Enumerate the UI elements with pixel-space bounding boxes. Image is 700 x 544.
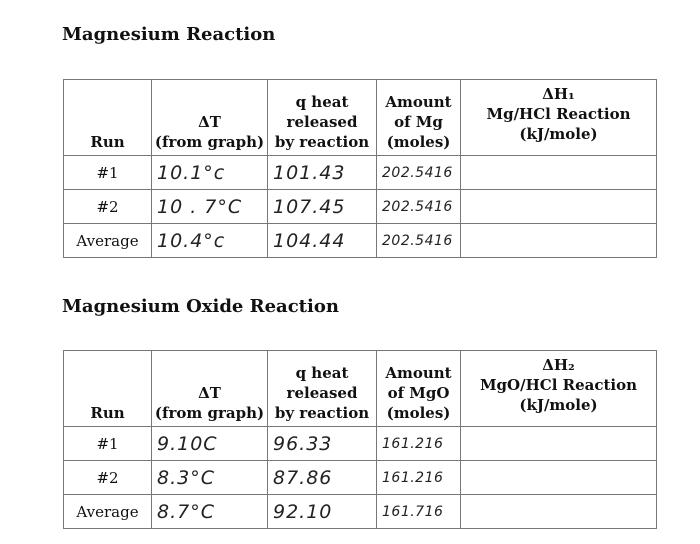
delta-h-cell[interactable] — [461, 224, 657, 258]
amount-value: 161.716 — [377, 495, 461, 529]
header-delta-h: ΔH₂ MgO/HCl Reaction (kJ/mole) — [461, 351, 657, 427]
header-amount: Amount of Mg (moles) — [377, 80, 461, 156]
delta-t-value: 8.7°C — [152, 495, 268, 529]
run-label: Average — [64, 224, 152, 258]
magnesium-reaction-title: Magnesium Reaction — [62, 24, 276, 45]
run-label: #1 — [64, 427, 152, 461]
run-label: #1 — [64, 156, 152, 190]
header-q-heat: q heat released by reaction — [268, 351, 377, 427]
magnesium-oxide-reaction-title: Magnesium Oxide Reaction — [62, 296, 339, 317]
header-delta-h: ΔH₁ Mg/HCl Reaction (kJ/mole) — [461, 80, 657, 156]
delta-t-value: 10 . 7°C — [152, 190, 268, 224]
q-heat-value: 96.33 — [268, 427, 377, 461]
run-label: #2 — [64, 190, 152, 224]
header-amount: Amount of MgO (moles) — [377, 351, 461, 427]
q-heat-value: 92.10 — [268, 495, 377, 529]
header-row — [64, 80, 657, 156]
magnesium-reaction-table — [63, 79, 657, 258]
delta-t-value: 8.3°C — [152, 461, 268, 495]
q-heat-value: 87.86 — [268, 461, 377, 495]
delta-h-cell[interactable] — [461, 427, 657, 461]
header-q-heat: q heat released by reaction — [268, 80, 377, 156]
table-row — [64, 156, 657, 190]
table-row — [64, 190, 657, 224]
delta-h-cell[interactable] — [461, 190, 657, 224]
header-row — [64, 351, 657, 427]
header-delta-t: ΔT (from graph) — [152, 80, 268, 156]
table-row — [64, 495, 657, 529]
delta-h-cell[interactable] — [461, 495, 657, 529]
amount-value: 202.5416 — [377, 224, 461, 258]
amount-value: 161.216 — [377, 427, 461, 461]
amount-value: 202.5416 — [377, 190, 461, 224]
header-run: Run — [64, 351, 152, 427]
run-label: Average — [64, 495, 152, 529]
run-label: #2 — [64, 461, 152, 495]
header-delta-t: ΔT (from graph) — [152, 351, 268, 427]
q-heat-value: 101.43 — [268, 156, 377, 190]
delta-t-value: 10.4°c — [152, 224, 268, 258]
table-row — [64, 224, 657, 258]
delta-t-value: 9.10C — [152, 427, 268, 461]
magnesium-oxide-reaction-table — [63, 350, 657, 529]
delta-t-value: 10.1°c — [152, 156, 268, 190]
amount-value: 161.216 — [377, 461, 461, 495]
header-run: Run — [64, 80, 152, 156]
q-heat-value: 107.45 — [268, 190, 377, 224]
table-row — [64, 427, 657, 461]
delta-h-cell[interactable] — [461, 156, 657, 190]
amount-value: 202.5416 — [377, 156, 461, 190]
table-row — [64, 461, 657, 495]
q-heat-value: 104.44 — [268, 224, 377, 258]
delta-h-cell[interactable] — [461, 461, 657, 495]
